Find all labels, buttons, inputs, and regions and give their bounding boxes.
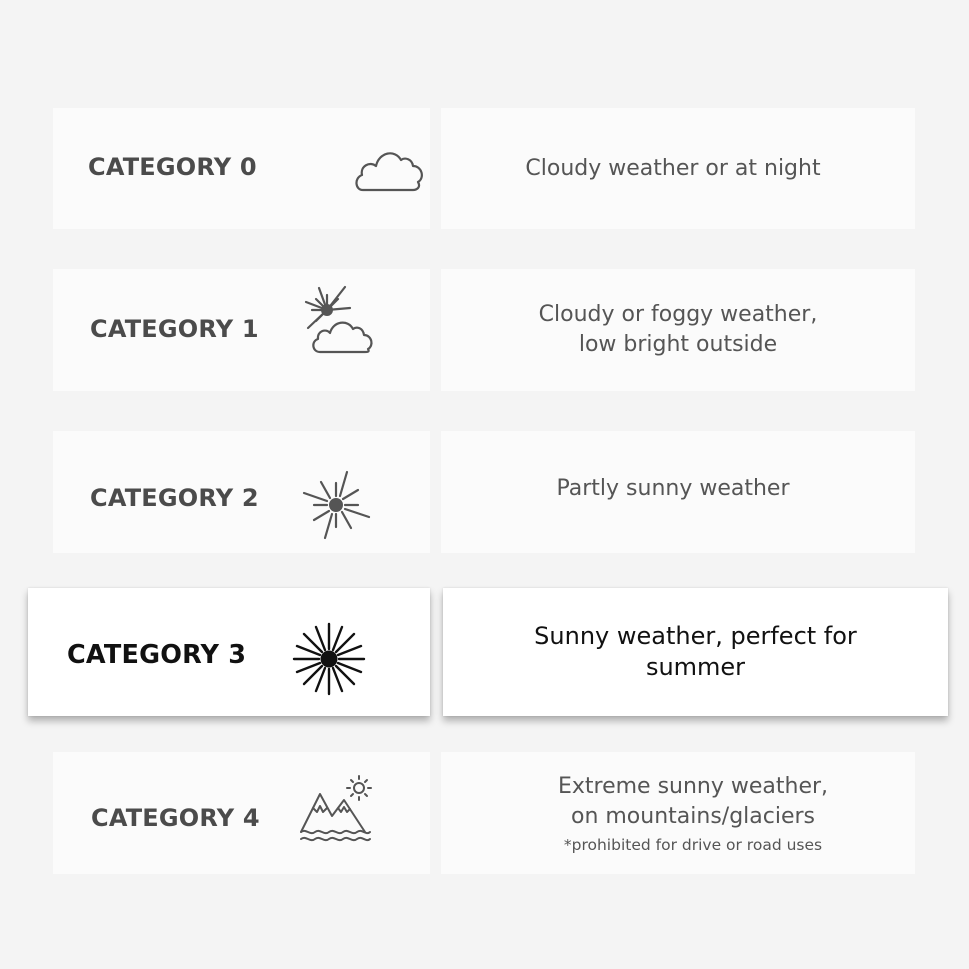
description-cell: [441, 431, 915, 553]
cloud-icon: [351, 138, 429, 198]
footnote: *prohibited for drive or road uses: [563, 836, 823, 854]
description-cell: [441, 108, 915, 229]
category-label-cell: [53, 108, 430, 229]
sun-behind-cloud-icon: [298, 283, 378, 355]
small-sun-icon: [300, 469, 372, 541]
description-cell: [443, 588, 948, 716]
description-line: Cloudy or foggy weather,: [538, 302, 818, 327]
mountain-sun-icon: [298, 772, 378, 844]
category-label-cell: [53, 269, 430, 391]
category-name: CATEGORY 0: [88, 153, 257, 181]
category-name: CATEGORY 2: [90, 484, 259, 512]
description-line: low bright outside: [578, 332, 778, 357]
category-name: CATEGORY 1: [90, 315, 259, 343]
description-line: Sunny weather, perfect for: [534, 622, 857, 650]
category-label-cell: [53, 752, 430, 874]
description-cell: [441, 752, 915, 874]
description-line: Partly sunny weather: [556, 476, 790, 501]
description-line: Extreme sunny weather,: [557, 774, 829, 799]
category-name: CATEGORY 3: [67, 640, 247, 670]
description-line: Cloudy weather or at night: [525, 155, 821, 181]
description-line: on mountains/glaciers: [570, 804, 816, 829]
category-name: CATEGORY 4: [91, 804, 260, 832]
category-label-cell: [53, 431, 430, 553]
bright-sun-icon: [290, 620, 368, 698]
category-label-cell: [28, 588, 430, 716]
description-line: summer: [645, 653, 746, 681]
description-cell: [441, 269, 915, 391]
